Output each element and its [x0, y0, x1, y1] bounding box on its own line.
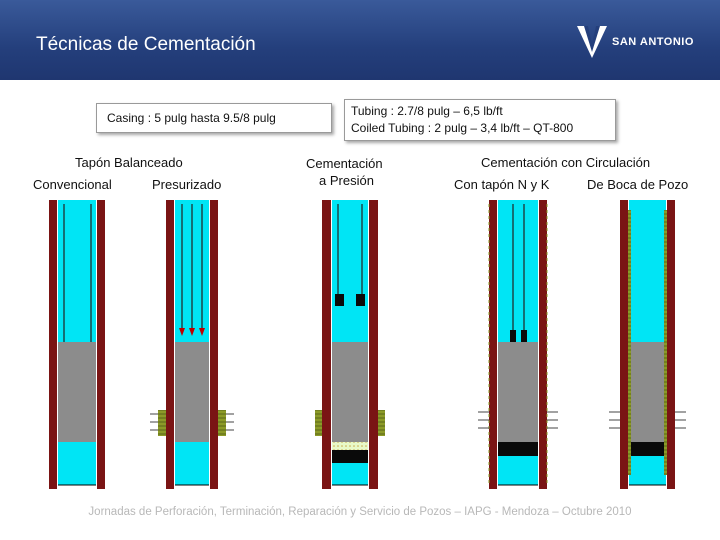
- logo-text: SAN ANTONIO: [612, 36, 694, 48]
- perforations: [218, 410, 226, 436]
- bridge-plug: [332, 450, 368, 463]
- coiled-tubing-info-line: Coiled Tubing : 2 pulg – 3,4 lb/ft – QT-800: [351, 121, 574, 135]
- well-squeeze: [315, 200, 385, 489]
- tubing-info-line: Tubing : 2.7/8 pulg – 6,5 lb/ft: [351, 104, 503, 118]
- conventional-label: Convencional: [33, 177, 112, 192]
- nk-plug-label: Con tapón N y K: [454, 177, 550, 192]
- page-title: Técnicas de Cementación: [36, 34, 256, 55]
- squeeze-label-line1: Cementación: [306, 156, 383, 171]
- balanced-plug-label: Tapón Balanceado: [75, 155, 183, 170]
- casing-right: [97, 200, 105, 489]
- well-pressurized: [150, 200, 234, 489]
- well-wellhead: [609, 200, 686, 489]
- pressurized-label: Presurizado: [152, 177, 222, 192]
- circulation-label: Cementación con Circulación: [481, 155, 651, 170]
- well-conventional: [49, 200, 105, 489]
- packer: [356, 294, 365, 306]
- well-nk-plug: [478, 200, 558, 489]
- footer-text: Jornadas de Perforación, Terminación, Reparación y Servicio de Pozos – IAPG - Mendoza – Octubre 2010: [88, 506, 632, 518]
- casing-info-text: Casing : 5 pulg hasta 9.5/8 pulg: [107, 111, 276, 125]
- nk-plug: [498, 442, 538, 456]
- casing-left: [49, 200, 57, 489]
- wellhead-label: De Boca de Pozo: [587, 177, 689, 192]
- squeeze-label-line2: a Presión: [319, 173, 374, 188]
- cement-plug: [58, 342, 96, 442]
- packer: [335, 294, 344, 306]
- perforations: [158, 410, 166, 436]
